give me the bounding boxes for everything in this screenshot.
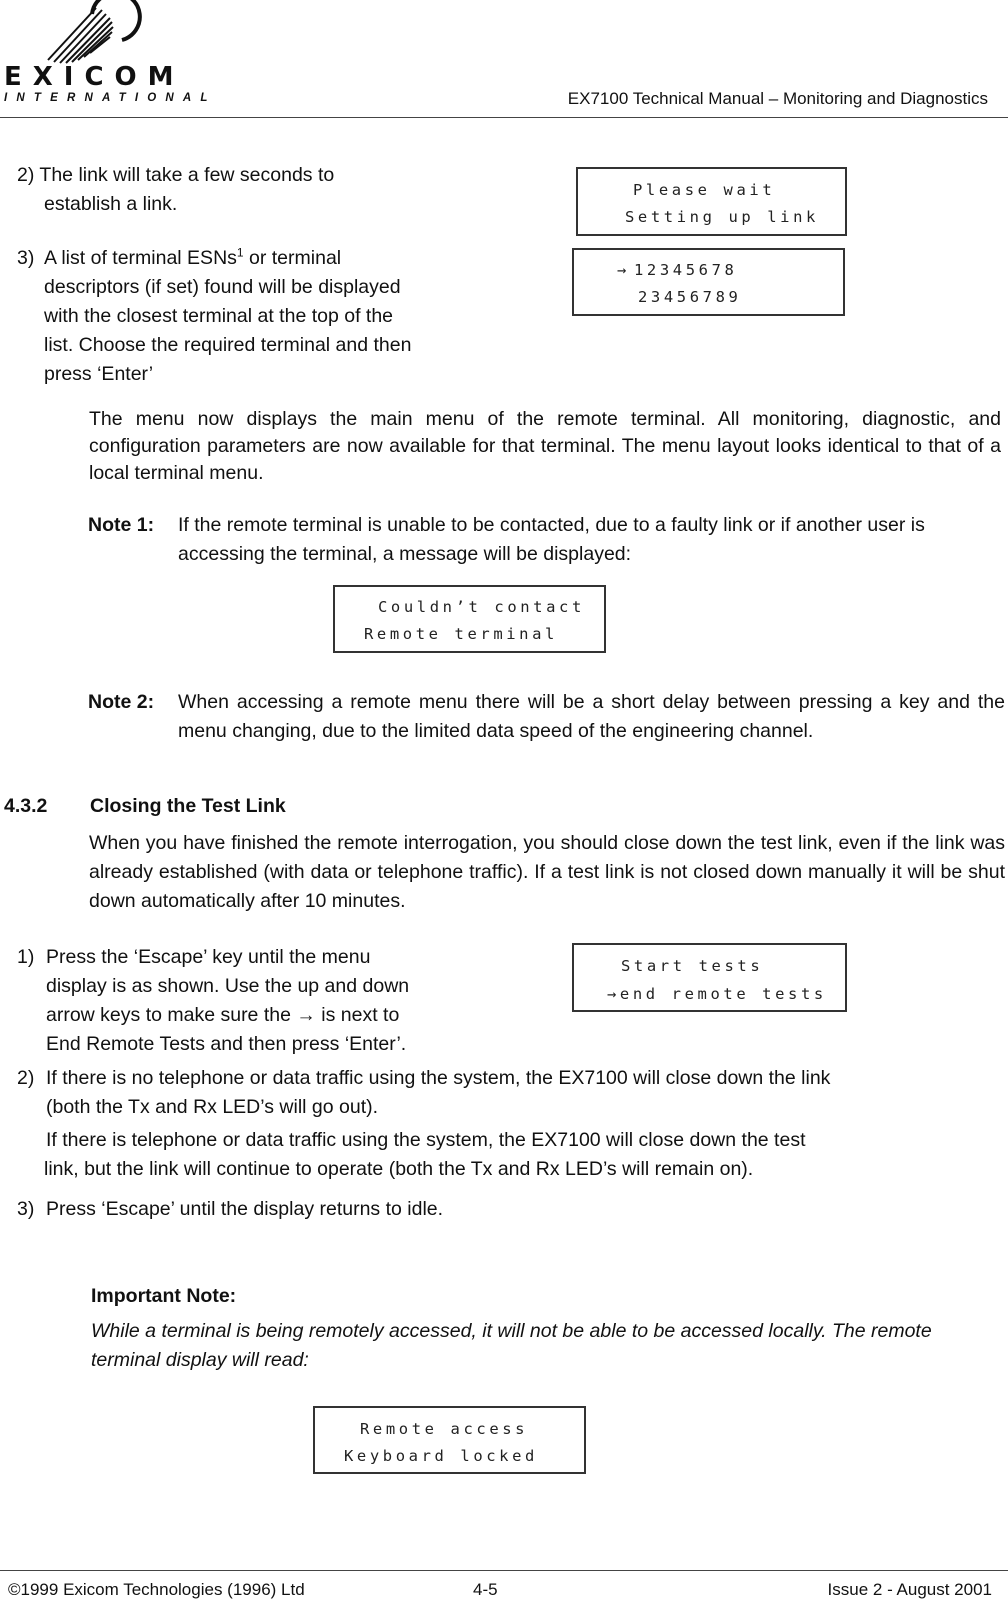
footer-page-number: 4-5 bbox=[473, 1580, 498, 1599]
lcd-couldnt-contact bbox=[333, 585, 606, 653]
step-text-line1: If there is no telephone or data traffic using the system, the EX7100 will close down the link bbox=[46, 1067, 831, 1089]
lcd-line-2: Keyboard locked bbox=[344, 1447, 538, 1465]
important-note-label: Important Note: bbox=[91, 1285, 237, 1307]
step-3-list bbox=[17, 244, 497, 389]
step-number: 3) bbox=[17, 1198, 35, 1220]
step-text-line2: (both the Tx and Rx LED’s will go out). bbox=[46, 1096, 379, 1118]
step-text-line5: press ‘Enter’ bbox=[44, 363, 154, 385]
arrow-icon: → bbox=[617, 261, 630, 279]
lcd-line-1: Couldn’t contact bbox=[378, 598, 585, 616]
note-1-text: If the remote terminal is unable to be contacted, due to a faulty link or if another user is accessing the terminal, a message will be displayed: bbox=[178, 514, 925, 565]
lcd-remote-access bbox=[313, 1406, 586, 1474]
close-step-1 bbox=[17, 943, 497, 1059]
step-text-line1: Press the ‘Escape’ key until the menu bbox=[46, 946, 371, 968]
lcd-line-1: Please wait bbox=[633, 181, 776, 199]
note-1-label: Note 1: bbox=[88, 514, 155, 536]
lcd-line-2: Remote terminal bbox=[364, 625, 558, 643]
step-text-line3: with the closest terminal at the top of the bbox=[44, 305, 394, 327]
section-number: 4.3.2 bbox=[4, 795, 48, 817]
step-text-line1: Press ‘Escape’ until the display returns to idle. bbox=[46, 1198, 444, 1220]
lcd-line-1: 12345678 bbox=[634, 261, 738, 279]
step-text-line4: link, but the link will continue to operate (both the Tx and Rx LED’s will remain on). bbox=[44, 1158, 754, 1180]
lcd-terminal-list bbox=[572, 248, 845, 316]
footer-issue: Issue 2 - August 2001 bbox=[827, 1580, 992, 1599]
step-number: 2) bbox=[17, 164, 35, 186]
logo-subtitle: INTERNATIONAL bbox=[4, 92, 217, 104]
lcd-line-2: 23456789 bbox=[638, 288, 742, 306]
step-number: 3) bbox=[17, 247, 35, 269]
arrow-icon: → bbox=[296, 1004, 316, 1026]
step-text-line3a: arrow keys to make sure the bbox=[46, 1004, 297, 1026]
footer-rule bbox=[0, 1570, 1008, 1571]
step-text: The link will take a few seconds to bbox=[39, 164, 335, 186]
step-text-line4: End Remote Tests and then press ‘Enter’. bbox=[46, 1033, 407, 1055]
step-text-line2: display is as shown. Use the up and down bbox=[46, 975, 410, 997]
important-note-text: While a terminal is being remotely accessed, it will not be able to be accessed locally. The remote terminal display will read: bbox=[91, 1320, 932, 1371]
note-2-text: When accessing a remote menu there will be a short delay between pressing a key and the menu changing, due to the limited data speed of the engineering channel. bbox=[178, 691, 1005, 742]
step-text-b: or terminal bbox=[243, 247, 342, 269]
step-text-line3b: is next to bbox=[315, 1004, 400, 1026]
header-title: EX7100 Technical Manual – Monitoring and Diagnostics bbox=[567, 89, 988, 108]
step-number: 2) bbox=[17, 1067, 35, 1089]
section-paragraph: When you have finished the remote interrogation, you should close down the test link, even if the link was already established (with data or telephone traffic). If a test link is not closed down manually it will be shut down automatically after 10 minutes. bbox=[89, 832, 1005, 912]
step-text-line4: list. Choose the required terminal and then bbox=[44, 334, 412, 356]
step-number: 1) bbox=[17, 946, 35, 968]
lcd-line-2: →end remote tests bbox=[607, 985, 827, 1003]
menu-paragraph: The menu now displays the main menu of the remote terminal. All monitoring, diagnostic, and configuration parameters are now available for that terminal. The menu layout looks identical to that of a local terminal menu. bbox=[89, 408, 1001, 484]
step-text-line3: If there is telephone or data traffic using the system, the EX7100 will close down the test bbox=[46, 1129, 806, 1151]
lcd-start-tests bbox=[572, 943, 847, 1012]
logo-word: EXICOM bbox=[4, 62, 185, 92]
step-2-setup bbox=[17, 161, 477, 219]
step-text-cont: establish a link. bbox=[44, 193, 178, 215]
lcd-please-wait bbox=[576, 167, 847, 236]
lcd-line-2: Setting up link bbox=[625, 208, 819, 226]
step-text-line2: descriptors (if set) found will be displayed bbox=[44, 276, 401, 298]
step-text-a: A list of terminal ESNs bbox=[44, 247, 237, 269]
close-step-2 bbox=[17, 1064, 1007, 1184]
close-step-3 bbox=[17, 1195, 817, 1224]
note-2-label: Note 2: bbox=[88, 691, 155, 713]
header-rule bbox=[0, 117, 1008, 118]
footnote-ref: 1 bbox=[236, 245, 244, 260]
lcd-line-1: Remote access bbox=[360, 1420, 529, 1438]
lcd-line-1: Start tests bbox=[621, 957, 764, 975]
footer-copyright: ©1999 Exicom Technologies (1996) Ltd bbox=[8, 1580, 305, 1599]
section-title: Closing the Test Link bbox=[90, 795, 286, 817]
header bbox=[0, 0, 1008, 118]
